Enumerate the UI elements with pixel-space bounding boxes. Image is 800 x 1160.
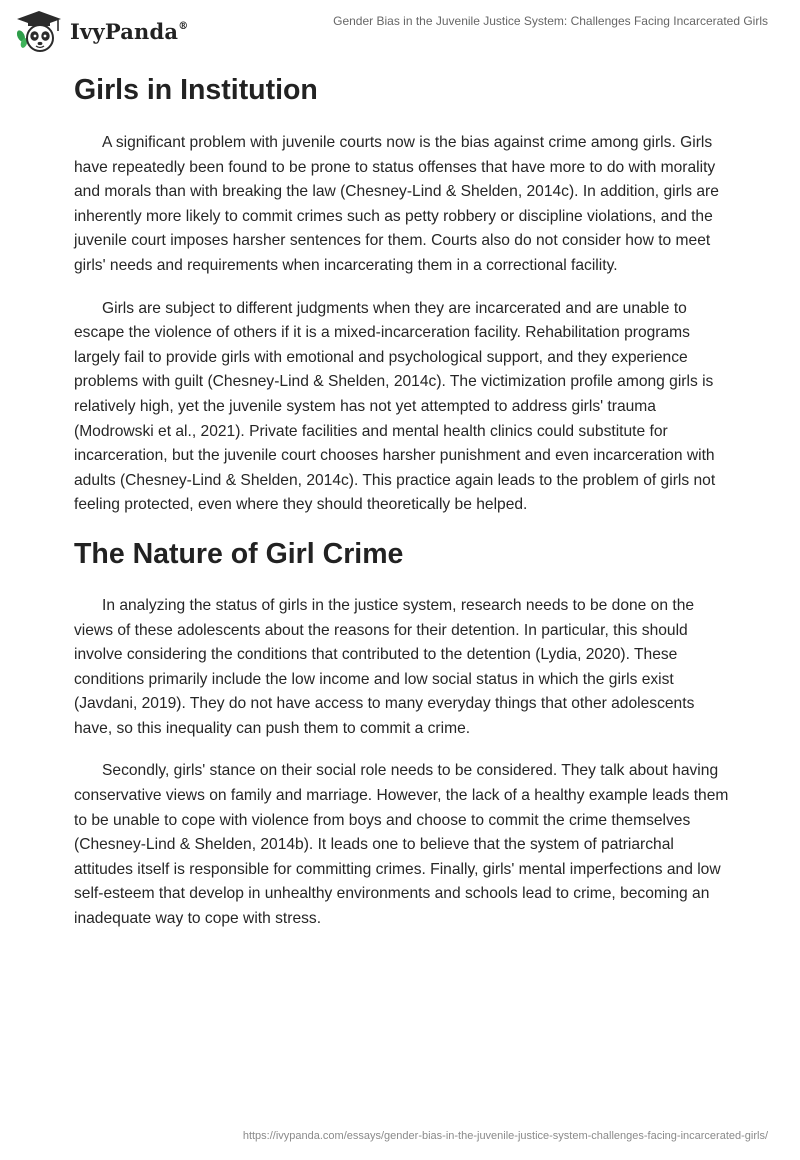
brand-name: IvyPanda® — [70, 18, 189, 44]
source-url-link[interactable]: https://ivypanda.com/essays/gender-bias-in-the-juvenile-justice-system-challenges-facing-incarcerated-girls/ — [242, 1130, 768, 1142]
brand-logo[interactable] — [14, 9, 188, 53]
document-title: Gender Bias in the Juvenile Justice System: Challenges Facing Incarcerated Girls — [333, 14, 768, 28]
paragraph: Girls are subject to different judgments when they are incarcerated and are unable to escape the violence of others if it is a mixed-incarceration facility. Rehabilitation programs largely fail to provide girls with emotional and psychological support, and they experience problems with guilt (Chesney-Lind & Shelden, 2014c). The victimization profile among girls is relatively high, yet the juvenile system has not yet attempted to address girls' trauma (Modrowski et al., 2021). Private facilities and mental health clinics could substitute for incarceration, but the juvenile court chooses harsher punishment and even incarceration with adults (Chesney-Lind & Shelden, 2014c). This practice again leads to the problem of girls not feeling protected, even where they should theoretically be helped. — [74, 299, 716, 514]
panda-graduate-icon — [14, 9, 64, 53]
page-header — [0, 0, 800, 60]
section-heading: The Nature of Girl Crime — [74, 537, 404, 570]
section-heading: Girls in Institution — [74, 74, 318, 106]
essay-content — [74, 70, 734, 932]
paragraph: A significant problem with juvenile courts now is the bias against crime among girls. Girls have repeatedly been found to be prone to status offenses that have more to do with morality and morals than with breaking the law (Chesney-Lind & Shelden, 2014c). In addition, girls are inherently more likely to commit crimes such as petty robbery or discipline violations, and the juvenile court imposes harsher sentences for them. Courts also do not consider how to meet girls' needs and requirements when incarcerating them in a correctional facility. — [74, 134, 719, 274]
paragraph: Secondly, girls' stance on their social role needs to be considered. They talk about having conservative views on family and marriage. However, the lack of a healthy example leads them to be unable to cope with violence from boys and choose to commit the crime themselves (Chesney-Lind & Shelden, 2014b). It leads one to believe that the system of patriarchal attitudes itself is responsible for committing crimes. Finally, girls' mental imperfections and low self-esteem that develop in unhealthy environments and schools lead to crime, becoming an inadequate way to cope with stress. — [74, 762, 729, 928]
paragraph: In analyzing the status of girls in the justice system, research needs to be done on the views of these adolescents about the reasons for their detention. In particular, this should involve considering the conditions that contributed to the detention (Lydia, 2020). These conditions primarily include the low income and low social status in which the girls exist (Javdani, 2019). They do not have access to many everyday things that other adolescents have, so this inequality can push them to commit a crime. — [74, 596, 695, 737]
